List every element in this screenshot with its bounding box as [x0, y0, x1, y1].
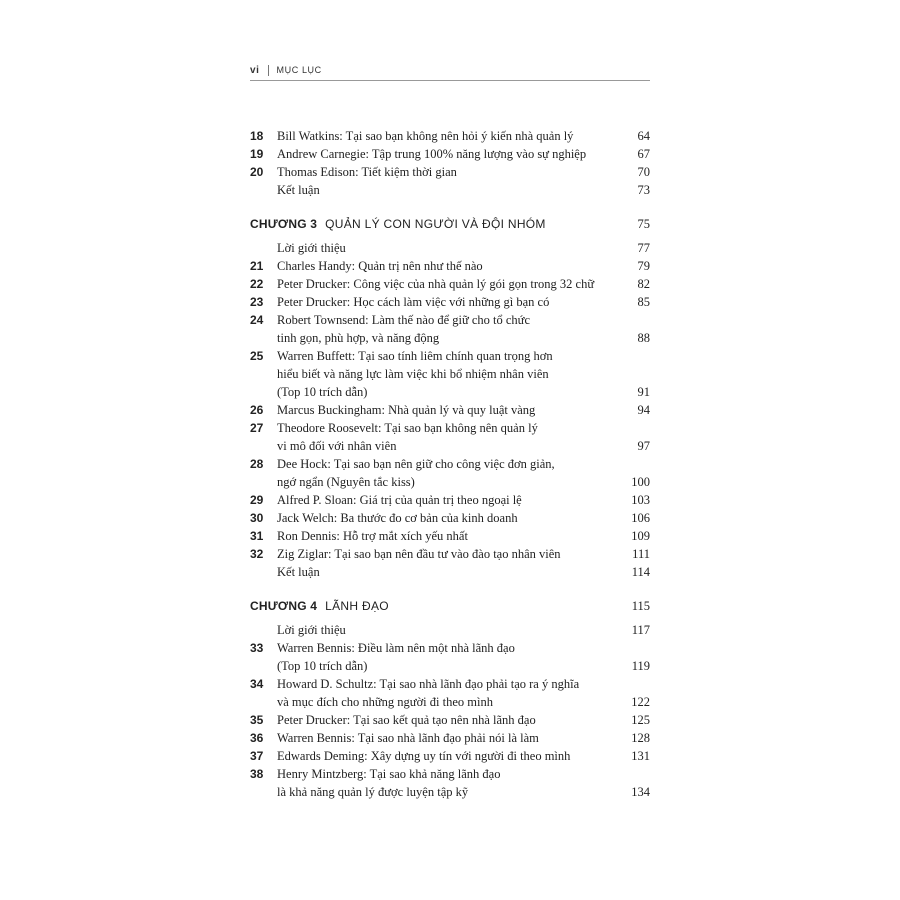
entry-title-line: vi mô đối với nhân viên — [277, 439, 397, 453]
entry-number: 31 — [250, 529, 264, 543]
entry-title-line: Warren Bennis: Điều làm nên một nhà lãnh đạo — [277, 641, 515, 655]
chapter-label: CHƯƠNG 4 — [250, 599, 318, 613]
entry-page-number: 106 — [631, 511, 650, 525]
toc-entry — [250, 275, 650, 293]
entry-title — [277, 747, 620, 765]
entry-number: 37 — [250, 749, 264, 763]
chapter-page: 75 — [637, 217, 650, 231]
entry-number: 35 — [250, 713, 264, 727]
entry-title-line: Andrew Carnegie: Tập trung 100% năng lượng vào sự nghiệp — [277, 147, 587, 161]
entry-title — [277, 145, 620, 163]
entry-title — [277, 711, 620, 729]
entry-number: 21 — [250, 259, 264, 273]
entry-title-line: Kết luận — [277, 565, 320, 579]
entry-title-line: tinh gọn, phù hợp, và năng động — [277, 331, 440, 345]
toc-section — [250, 127, 650, 199]
toc-entry — [250, 127, 650, 145]
entry-title — [277, 181, 620, 199]
entry-title-line: Zig Ziglar: Tại sao bạn nên đầu tư vào đào tạo nhân viên — [277, 547, 561, 561]
entry-page-number: 134 — [631, 785, 650, 799]
entry-title-line: Lời giới thiệu — [277, 623, 346, 637]
entry-title-line: Jack Welch: Ba thước đo cơ bản của kinh doanh — [277, 511, 518, 525]
toc-entry — [250, 181, 650, 199]
entry-number: 22 — [250, 277, 264, 291]
chapter-title: QUẢN LÝ CON NGƯỜI VÀ ĐỘI NHÓM — [325, 217, 546, 231]
entry-title — [277, 509, 620, 527]
chapter-title: LÃNH ĐẠO — [325, 599, 389, 613]
entry-title — [277, 257, 620, 275]
entry-page-number: 109 — [631, 529, 650, 543]
table-of-contents — [250, 127, 650, 801]
entry-page-number: 67 — [637, 147, 650, 161]
entry-title — [277, 729, 620, 747]
entry-page-number: 64 — [637, 129, 650, 143]
entry-title-line: hiểu biết và năng lực làm việc khi bổ nhiệm nhân viên — [277, 367, 549, 381]
entry-number: 27 — [250, 421, 264, 435]
toc-entry — [250, 711, 650, 729]
toc-entry — [250, 621, 650, 639]
entry-title-line: là khả năng quản lý được luyện tập kỹ — [277, 785, 469, 799]
toc-entry — [250, 675, 650, 711]
toc-entry — [250, 509, 650, 527]
toc-entry — [250, 747, 650, 765]
chapter-page: 115 — [631, 599, 650, 613]
entry-number — [250, 239, 277, 257]
entry-title-line: Peter Drucker: Công việc của nhà quản lý gói gọn trong 32 chữ — [277, 277, 595, 291]
entry-title — [277, 419, 620, 455]
entry-title — [277, 527, 620, 545]
entry-number: 24 — [250, 313, 264, 327]
entry-number: 20 — [250, 165, 264, 179]
entry-page-number: 70 — [637, 165, 650, 179]
entry-title-line: Lời giới thiệu — [277, 241, 346, 255]
toc-entry — [250, 527, 650, 545]
entry-title-line: Peter Drucker: Tại sao kết quả tạo nên nhà lãnh đạo — [277, 713, 536, 727]
entry-title — [277, 491, 620, 509]
entry-page-number: 94 — [637, 403, 650, 417]
entry-title — [277, 621, 620, 639]
entry-title — [277, 163, 620, 181]
entry-title-line: Bill Watkins: Tại sao bạn không nên hỏi ý kiến nhà quản lý — [277, 129, 574, 143]
chapter-label: CHƯƠNG 3 — [250, 217, 318, 231]
entry-title-line: Marcus Buckingham: Nhà quản lý và quy luật vàng — [277, 403, 536, 417]
toc-entry — [250, 293, 650, 311]
entry-number: 33 — [250, 641, 264, 655]
entry-page-number: 103 — [631, 493, 650, 507]
chapter-heading — [250, 599, 650, 619]
entry-page-number: 117 — [631, 623, 650, 637]
entry-title-line: Alfred P. Sloan: Giá trị của quản trị theo ngoại lệ — [277, 493, 522, 507]
entry-number: 29 — [250, 493, 264, 507]
entry-title-line: Warren Buffett: Tại sao tính liêm chính quan trọng hơn — [277, 349, 553, 363]
entry-title-line: Kết luận — [277, 183, 320, 197]
toc-entry — [250, 545, 650, 563]
entry-page-number: 114 — [631, 565, 650, 579]
entry-page-number: 82 — [637, 277, 650, 291]
toc-entry — [250, 765, 650, 801]
toc-entry — [250, 729, 650, 747]
entry-title — [277, 545, 620, 563]
entry-title-line: (Top 10 trích dẫn) — [277, 385, 368, 399]
entry-number: 34 — [250, 677, 264, 691]
entry-number — [250, 621, 277, 639]
entry-title — [277, 563, 620, 581]
book-page — [250, 60, 650, 801]
entry-page-number: 131 — [631, 749, 650, 763]
entry-title-line: Warren Bennis: Tại sao nhà lãnh đạo phải nói là làm — [277, 731, 539, 745]
entry-title-line: Charles Handy: Quản trị nên như thế nào — [277, 259, 483, 273]
entry-title — [277, 401, 620, 419]
toc-entry — [250, 163, 650, 181]
entry-number — [250, 563, 277, 581]
entry-page-number: 77 — [637, 241, 650, 255]
entry-title-line: Henry Mintzberg: Tại sao khả năng lãnh đạo — [277, 767, 501, 781]
entry-number: 36 — [250, 731, 264, 745]
entry-title — [277, 675, 620, 711]
entry-title-line: (Top 10 trích dẫn) — [277, 659, 368, 673]
entry-number: 19 — [250, 147, 264, 161]
toc-entry — [250, 563, 650, 581]
entry-title-line: ngớ ngẩn (Nguyên tắc kiss) — [277, 475, 415, 489]
toc-entry — [250, 639, 650, 675]
entry-page-number: 91 — [637, 385, 650, 399]
entry-number: 28 — [250, 457, 264, 471]
entry-number: 30 — [250, 511, 264, 525]
toc-entry — [250, 311, 650, 347]
entry-page-number: 119 — [631, 659, 650, 673]
toc-section — [250, 217, 650, 581]
entry-page-number: 73 — [637, 183, 650, 197]
entry-title — [277, 347, 620, 401]
toc-entry — [250, 491, 650, 509]
entry-page-number: 88 — [637, 331, 650, 345]
running-title: MỤC LỤC — [276, 65, 322, 75]
entry-title-line: Thomas Edison: Tiết kiệm thời gian — [277, 165, 457, 179]
entry-page-number: 100 — [631, 475, 650, 489]
toc-entry — [250, 419, 650, 455]
entry-title — [277, 127, 620, 145]
entry-number: 38 — [250, 767, 264, 781]
toc-entry — [250, 257, 650, 275]
entry-title-line: Dee Hock: Tại sao bạn nên giữ cho công việc đơn giản, — [277, 457, 555, 471]
entry-title — [277, 639, 620, 675]
entry-number: 32 — [250, 547, 264, 561]
entry-title-line: và mục đích cho những người đi theo mình — [277, 695, 493, 709]
entry-title-line: Ron Dennis: Hỗ trợ mắt xích yếu nhất — [277, 529, 468, 543]
entry-number: 25 — [250, 349, 264, 363]
entry-title — [277, 455, 620, 491]
entry-title-line: Theodore Roosevelt: Tại sao bạn không nên quản lý — [277, 421, 538, 435]
toc-entry — [250, 145, 650, 163]
entry-page-number: 97 — [637, 439, 650, 453]
chapter-heading — [250, 217, 650, 237]
entry-page-number: 125 — [631, 713, 650, 727]
entry-title — [277, 239, 620, 257]
entry-title-line: Robert Townsend: Làm thế nào để giữ cho tổ chức — [277, 313, 531, 327]
toc-entry — [250, 347, 650, 401]
page-number: vi — [250, 64, 260, 76]
entry-title — [277, 275, 620, 293]
toc-section — [250, 599, 650, 801]
entry-page-number: 79 — [637, 259, 650, 273]
entry-number — [250, 181, 277, 199]
entry-number: 23 — [250, 295, 264, 309]
entry-title-line: Edwards Deming: Xây dựng uy tín với người đi theo mình — [277, 749, 571, 763]
entry-page-number: 122 — [631, 695, 650, 709]
entry-page-number: 111 — [632, 547, 650, 561]
entry-number: 18 — [250, 129, 264, 143]
running-header — [250, 60, 650, 81]
entry-page-number: 128 — [631, 731, 650, 745]
entry-title-line: Peter Drucker: Học cách làm việc với những gì bạn có — [277, 295, 550, 309]
entry-title-line: Howard D. Schultz: Tại sao nhà lãnh đạo phải tạo ra ý nghĩa — [277, 677, 580, 691]
toc-entry — [250, 401, 650, 419]
toc-entry — [250, 239, 650, 257]
entry-title — [277, 311, 620, 347]
entry-number: 26 — [250, 403, 264, 417]
entry-page-number: 85 — [637, 295, 650, 309]
entry-title — [277, 765, 620, 801]
entry-title — [277, 293, 620, 311]
header-divider — [268, 65, 269, 76]
toc-entry — [250, 455, 650, 491]
